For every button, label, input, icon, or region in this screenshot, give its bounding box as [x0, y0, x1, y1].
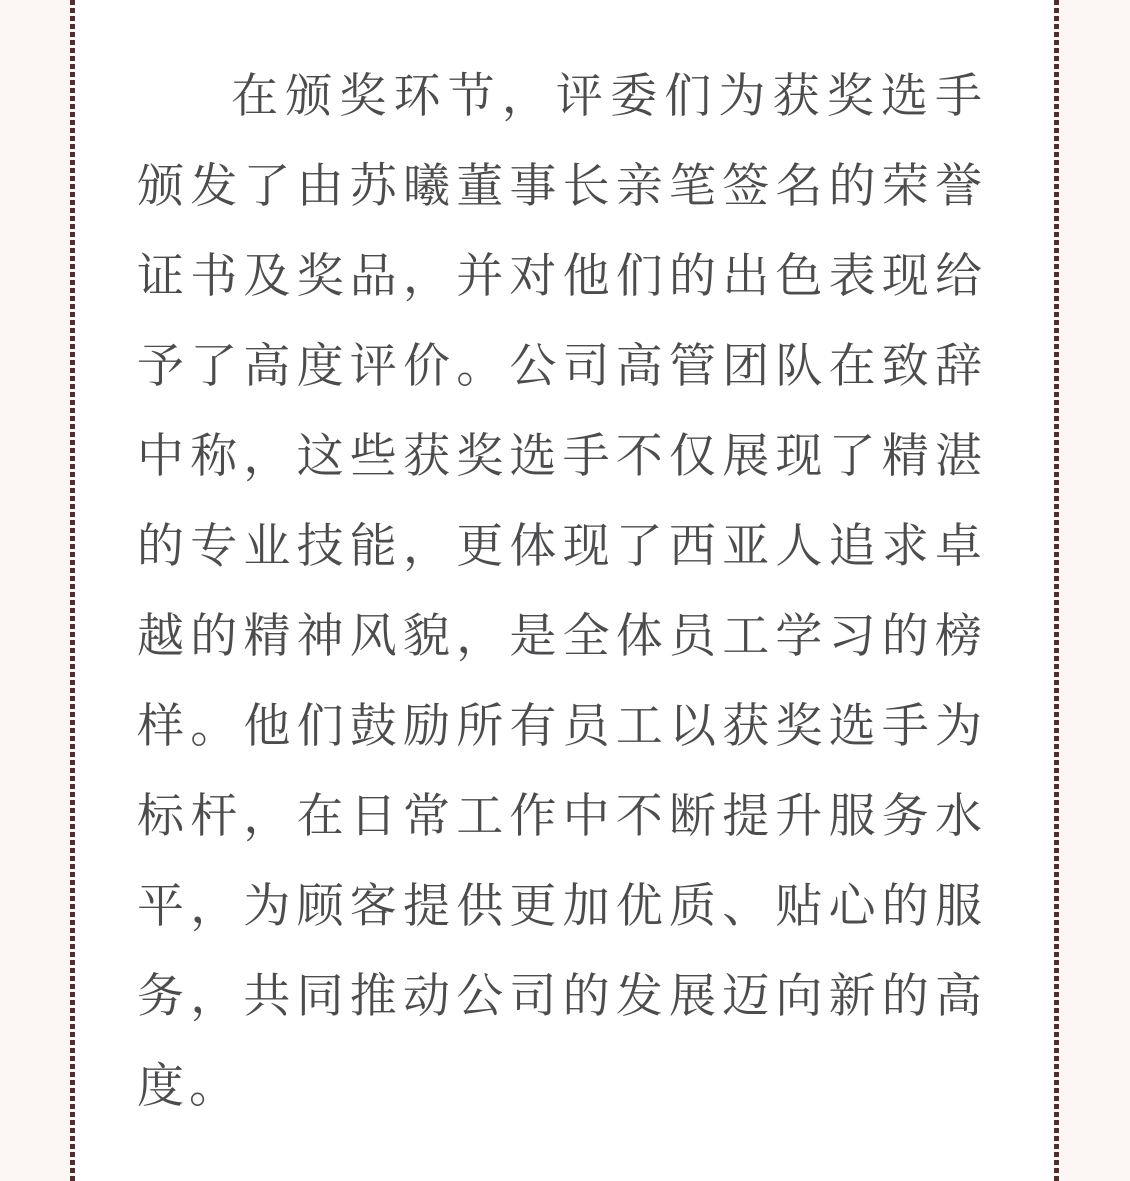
paragraph-line: 中称，这些获奖选手不仅展现了精湛: [137, 429, 987, 482]
paragraph-line: 予了高度评价。公司高管团队在致辞: [137, 339, 987, 392]
paragraph-line: 度。: [137, 1059, 241, 1112]
paragraph-line: 标杆，在日常工作中不断提升服务水: [137, 789, 987, 842]
paragraph-line: 样。他们鼓励所有员工以获奖选手为: [137, 699, 987, 752]
right-gutter: [1059, 0, 1130, 1181]
paragraph-line: 务，共同推动公司的发展迈向新的高: [137, 969, 987, 1022]
paragraph-line: 在颁奖环节，评委们为获奖选手: [231, 69, 987, 122]
article-body: [137, 51, 987, 1131]
left-dashed-rule: [70, 0, 75, 1181]
paragraph-line: 颁发了由苏曦董事长亲笔签名的荣誉: [137, 159, 987, 212]
paragraph-line: 的专业技能，更体现了西亚人追求卓: [137, 519, 987, 572]
paragraph-line: 越的精神风貌，是全体员工学习的榜: [137, 609, 987, 662]
paragraph-line: 证书及奖品，并对他们的出色表现给: [137, 249, 987, 302]
paragraph-line: 平，为顾客提供更加优质、贴心的服: [137, 879, 987, 932]
left-gutter: [0, 0, 70, 1181]
